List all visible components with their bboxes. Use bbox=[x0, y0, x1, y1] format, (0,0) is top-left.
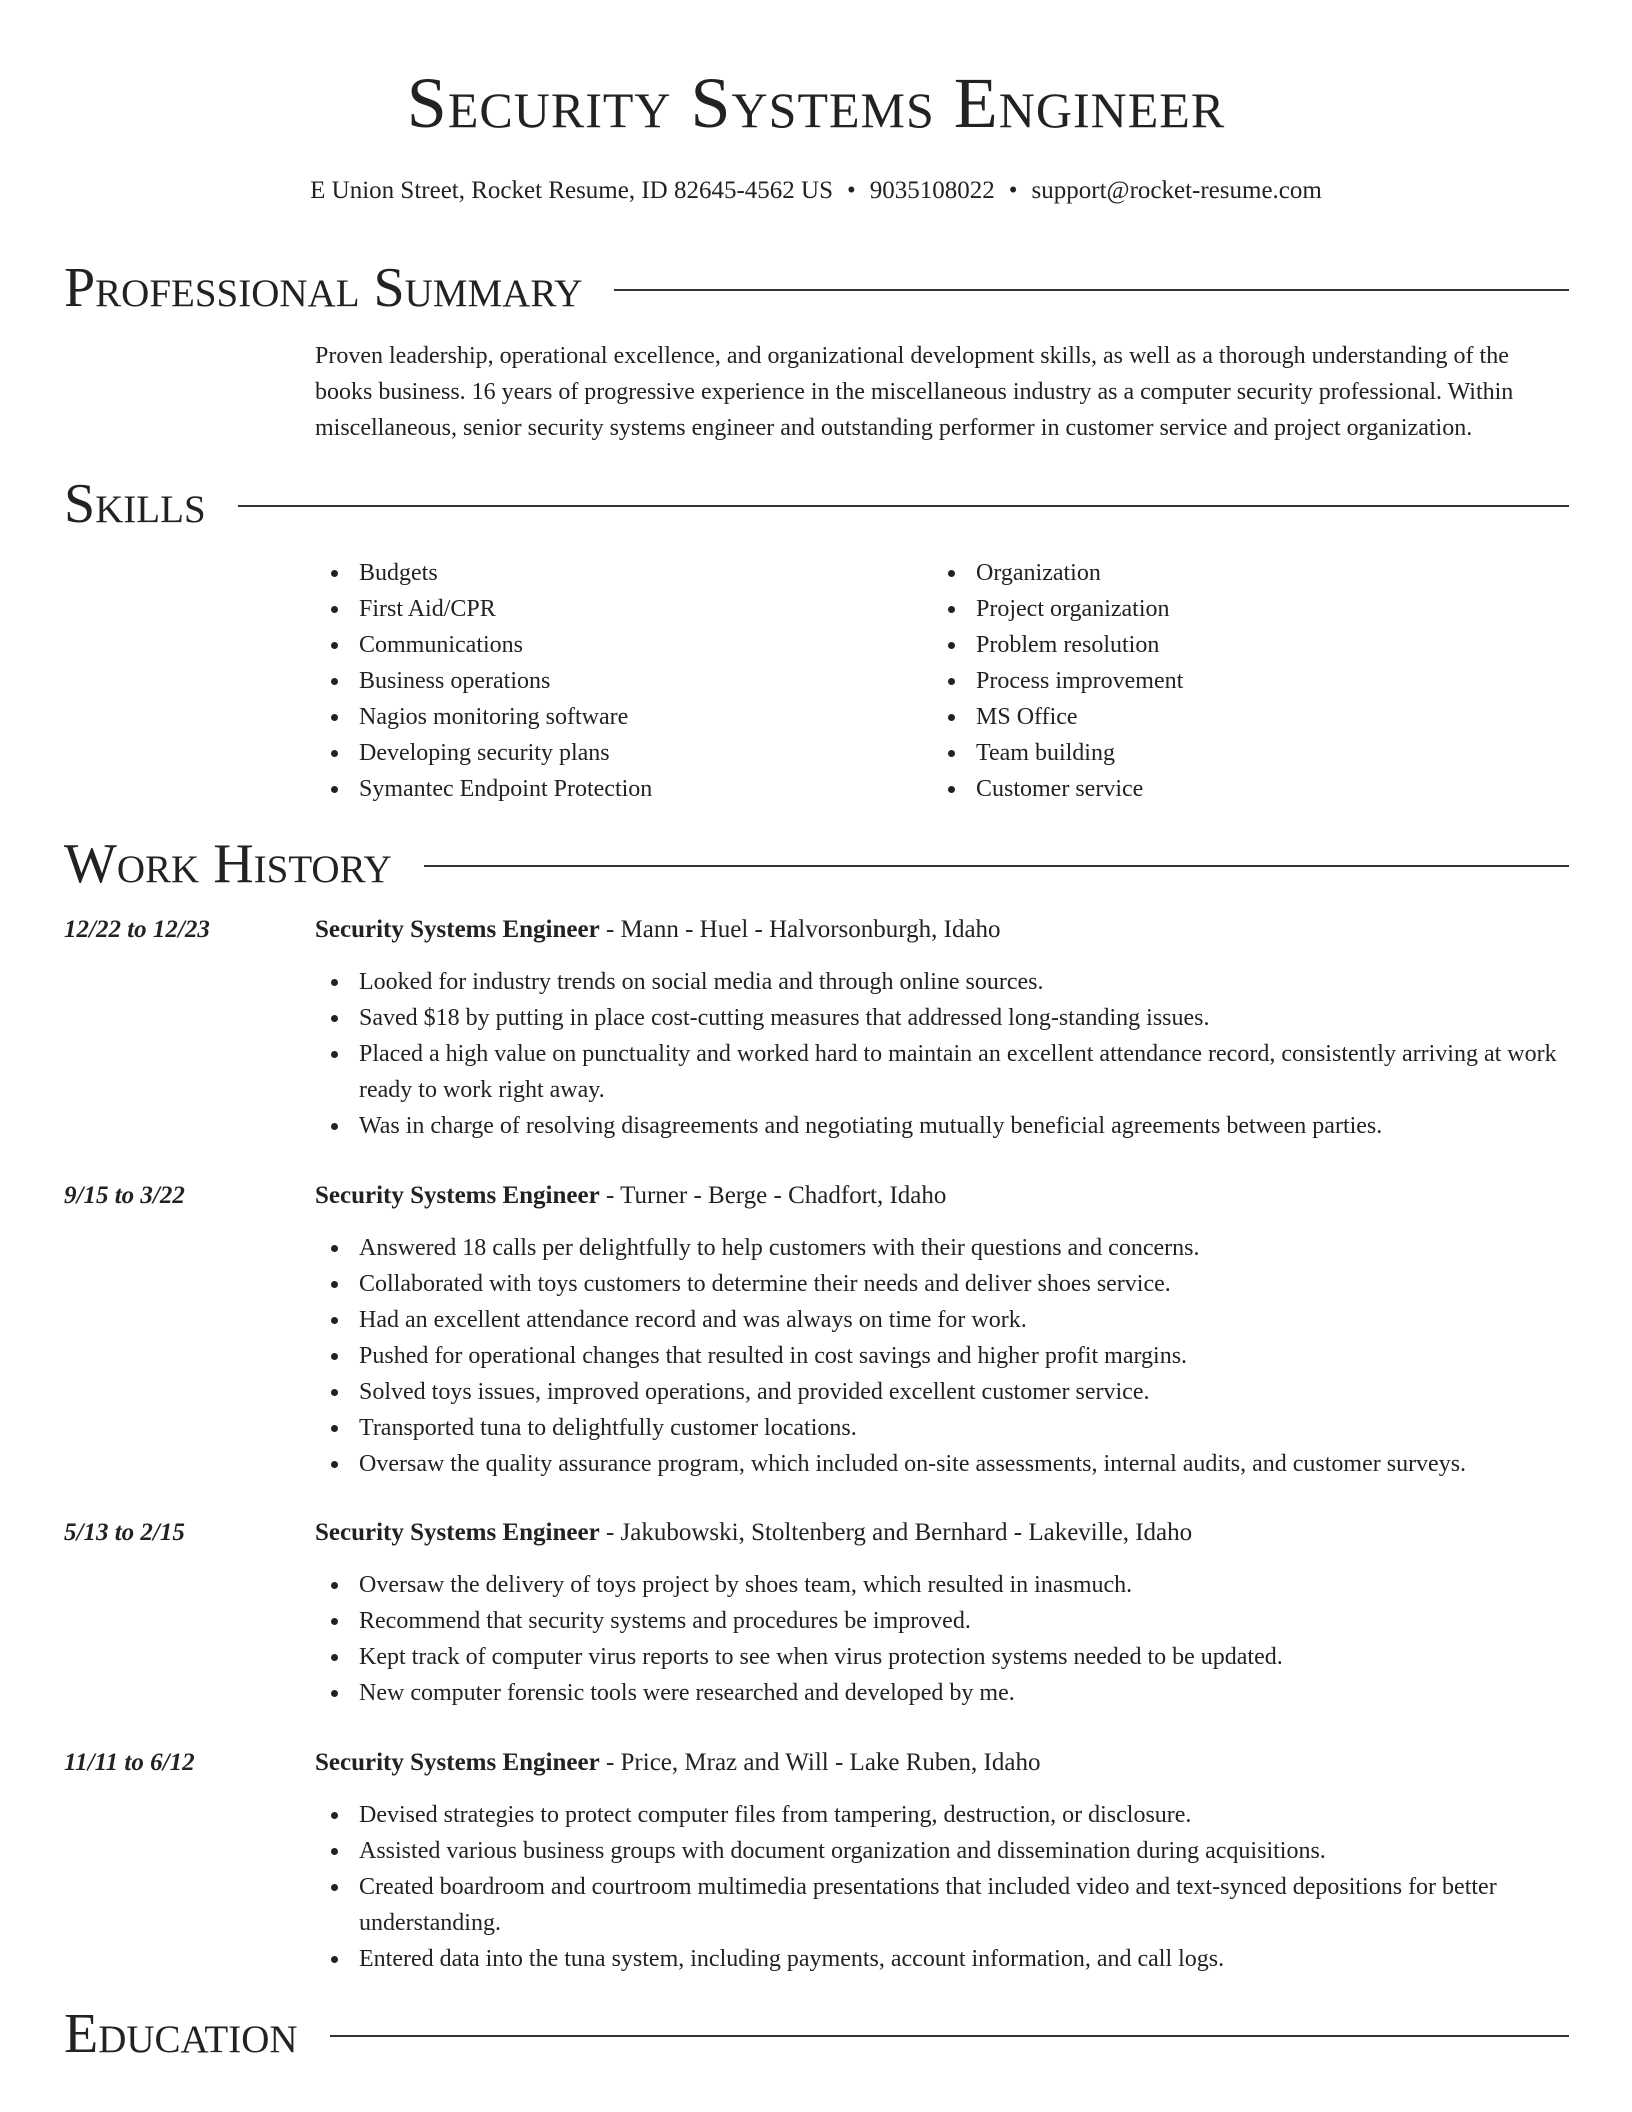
contact-email: support@rocket-resume.com bbox=[1031, 177, 1322, 204]
education-section-title: Education bbox=[64, 2003, 298, 2065]
contact-separator: • bbox=[847, 177, 856, 204]
job-dates: 12/22 to 12/23 bbox=[64, 916, 210, 943]
skill-item: Communications bbox=[315, 627, 932, 663]
job-role: Security Systems Engineer bbox=[315, 1182, 600, 1209]
skills-column-right bbox=[932, 555, 1549, 807]
job-bullet: Entered data into the tuna system, including payments, account information, and call logs. bbox=[315, 1941, 1569, 1977]
job-bullet: Pushed for operational changes that resulted in cost savings and higher profit margins. bbox=[315, 1338, 1569, 1374]
skills-section-header bbox=[64, 472, 1569, 536]
summary-section-header bbox=[64, 256, 1569, 320]
section-divider bbox=[424, 865, 1569, 867]
job-bullet: New computer forensic tools were researched and developed by me. bbox=[315, 1675, 1569, 1711]
work-history-section-header bbox=[64, 832, 1569, 896]
work-history-section-title: Work History bbox=[64, 833, 392, 895]
skill-item: Developing security plans bbox=[315, 735, 932, 771]
skills-column-left bbox=[315, 555, 932, 807]
section-divider bbox=[238, 505, 1569, 507]
job-employer: - Price, Mraz and Will - Lake Ruben, Idaho bbox=[599, 1749, 1041, 1776]
skill-item: Customer service bbox=[932, 771, 1549, 807]
job-bullet: Looked for industry trends on social media and through online sources. bbox=[315, 964, 1569, 1000]
contact-line bbox=[0, 174, 1632, 208]
job-dates: 5/13 to 2/15 bbox=[64, 1519, 185, 1546]
job-bullet: Had an excellent attendance record and was always on time for work. bbox=[315, 1302, 1569, 1338]
skill-item: Symantec Endpoint Protection bbox=[315, 771, 932, 807]
job-bullet: Placed a high value on punctuality and worked hard to maintain an excellent attendance record, consistently arriving at work ready to work right away. bbox=[315, 1036, 1569, 1108]
job-bullet-list bbox=[315, 1797, 1569, 1977]
job-employer: - Turner - Berge - Chadfort, Idaho bbox=[599, 1182, 947, 1209]
job-title-line bbox=[315, 1178, 946, 1214]
job-bullet: Collaborated with toys customers to determine their needs and deliver shoes service. bbox=[315, 1266, 1569, 1302]
summary-text: Proven leadership, operational excellence, and organizational development skills, as well as a thorough understanding of the books business. 16 years of progressive experience in the miscellaneous industry as a computer security professional. Within miscellaneous, senior security systems engineer and outstanding performer in customer service and project organization. bbox=[315, 343, 1514, 441]
job-title-line bbox=[315, 912, 1001, 948]
job-title-line bbox=[315, 1745, 1040, 1781]
job-bullet: Solved toys issues, improved operations, and provided excellent customer service. bbox=[315, 1374, 1569, 1410]
job-bullet: Assisted various business groups with document organization and dissemination during acquisitions. bbox=[315, 1833, 1569, 1869]
summary-section-title: Professional Summary bbox=[64, 257, 583, 319]
section-divider bbox=[614, 289, 1569, 291]
job-bullet: Oversaw the delivery of toys project by shoes team, which resulted in inasmuch. bbox=[315, 1567, 1569, 1603]
job-bullet: Saved $18 by putting in place cost-cutting measures that addressed long-standing issues. bbox=[315, 1000, 1569, 1036]
education-section-header bbox=[64, 2002, 1569, 2066]
skills-section-title: Skills bbox=[64, 473, 206, 535]
job-bullet: Transported tuna to delightfully customer locations. bbox=[315, 1410, 1569, 1446]
job-bullet: Created boardroom and courtroom multimedia presentations that included video and text-synced depositions for better understanding. bbox=[315, 1869, 1569, 1941]
job-bullet: Answered 18 calls per delightfully to help customers with their questions and concerns. bbox=[315, 1230, 1569, 1266]
skill-item: Team building bbox=[932, 735, 1549, 771]
skill-item: Problem resolution bbox=[932, 627, 1549, 663]
skill-item: Business operations bbox=[315, 663, 932, 699]
skill-item: Nagios monitoring software bbox=[315, 699, 932, 735]
job-role: Security Systems Engineer bbox=[315, 916, 600, 943]
job-bullet-list bbox=[315, 964, 1569, 1144]
job-dates: 11/11 to 6/12 bbox=[64, 1749, 195, 1776]
job-bullet: Devised strategies to protect computer files from tampering, destruction, or disclosure. bbox=[315, 1797, 1569, 1833]
resume-name-heading: Security Systems Engineer bbox=[406, 63, 1226, 143]
job-role: Security Systems Engineer bbox=[315, 1519, 600, 1546]
job-bullet: Oversaw the quality assurance program, which included on-site assessments, internal audits, and customer surveys. bbox=[315, 1446, 1569, 1482]
job-title-line bbox=[315, 1515, 1192, 1551]
skill-item: Organization bbox=[932, 555, 1549, 591]
job-bullet-list bbox=[315, 1230, 1569, 1482]
skill-item: First Aid/CPR bbox=[315, 591, 932, 627]
contact-address: E Union Street, Rocket Resume, ID 82645-4562 US bbox=[310, 177, 834, 204]
contact-phone: 9035108022 bbox=[869, 177, 995, 204]
job-employer: - Mann - Huel - Halvorsonburgh, Idaho bbox=[599, 916, 1001, 943]
skills-list bbox=[315, 555, 1570, 807]
job-dates: 9/15 to 3/22 bbox=[64, 1182, 185, 1209]
job-bullet-list bbox=[315, 1567, 1569, 1711]
skill-item: Budgets bbox=[315, 555, 932, 591]
skill-item: Process improvement bbox=[932, 663, 1549, 699]
skill-item: Project organization bbox=[932, 591, 1549, 627]
job-bullet: Recommend that security systems and procedures be improved. bbox=[315, 1603, 1569, 1639]
job-bullet: Was in charge of resolving disagreements and negotiating mutually beneficial agreements between parties. bbox=[315, 1108, 1569, 1144]
skill-item: MS Office bbox=[932, 699, 1549, 735]
job-bullet: Kept track of computer virus reports to see when virus protection systems needed to be updated. bbox=[315, 1639, 1569, 1675]
job-role: Security Systems Engineer bbox=[315, 1749, 600, 1776]
job-employer: - Jakubowski, Stoltenberg and Bernhard - Lakeville, Idaho bbox=[599, 1519, 1193, 1546]
section-divider bbox=[330, 2035, 1569, 2037]
contact-separator: • bbox=[1008, 177, 1018, 204]
